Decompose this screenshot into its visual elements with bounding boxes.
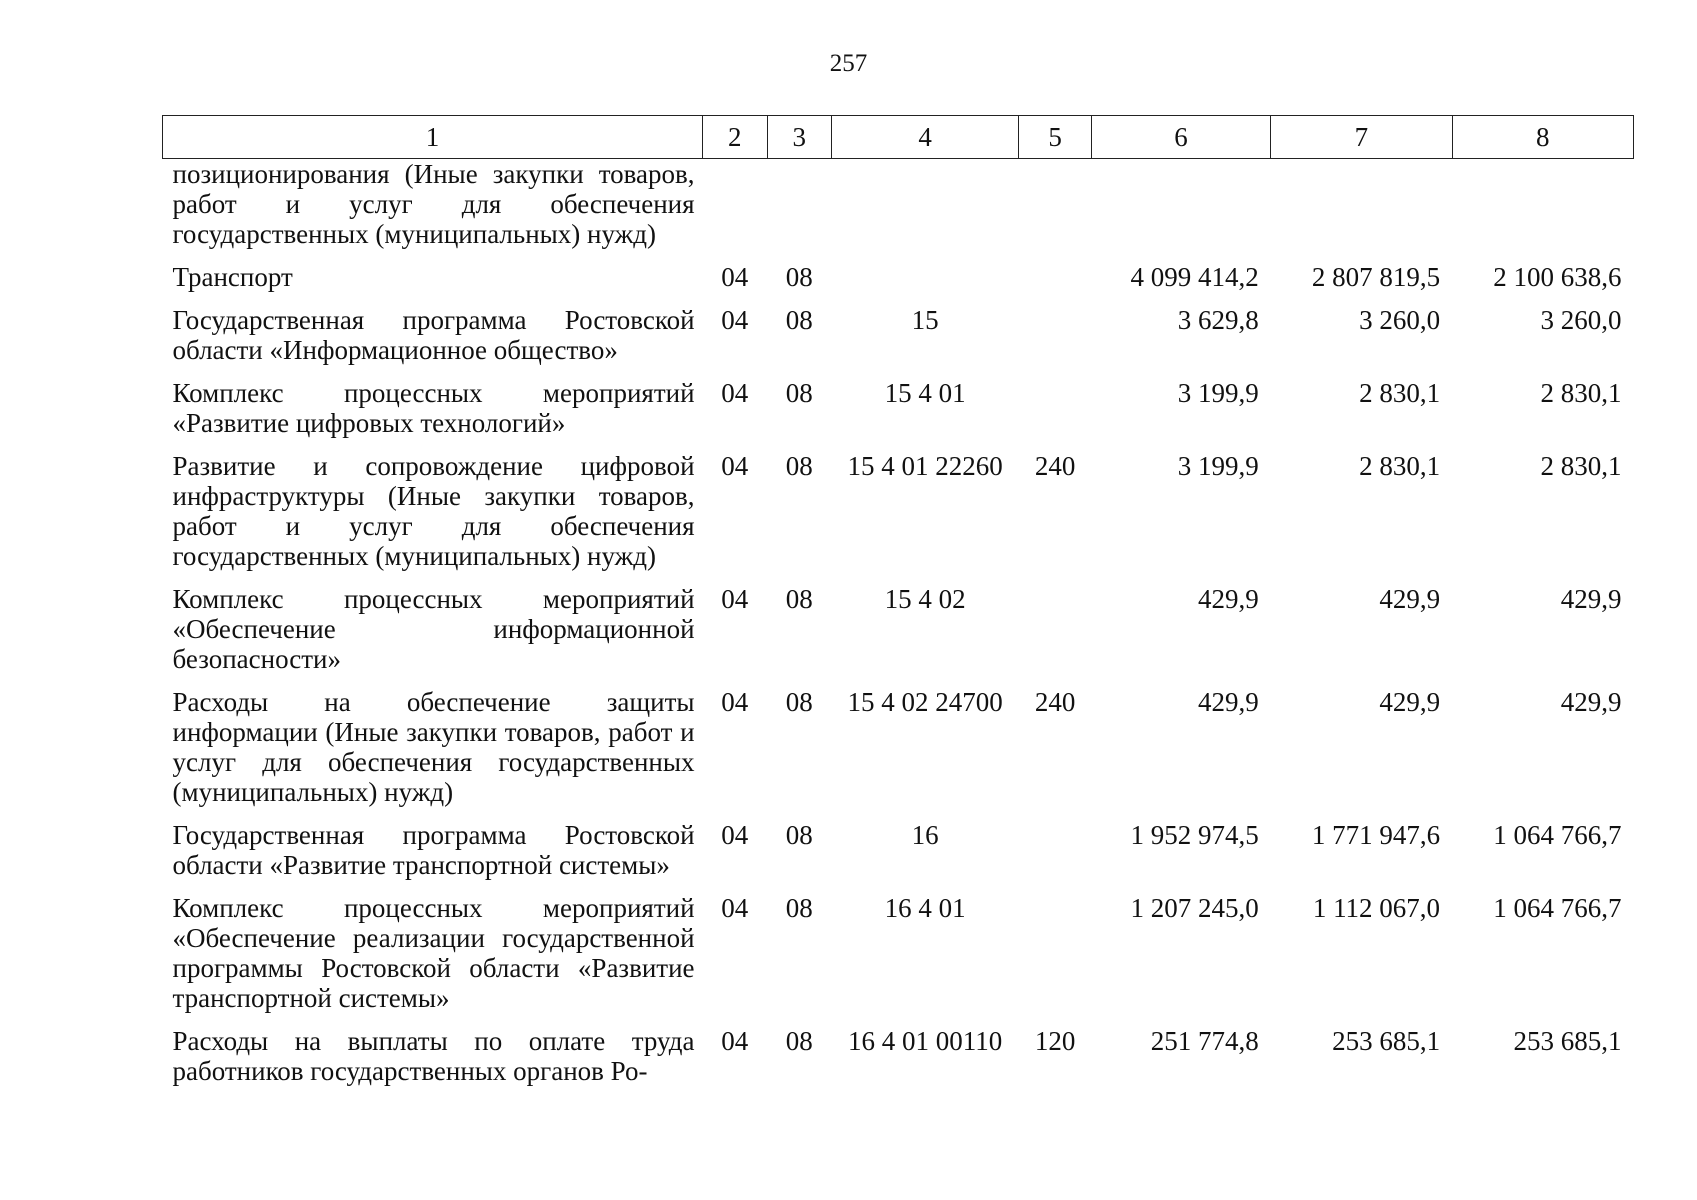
row-amount-7: 429,9	[1379, 687, 1441, 717]
row-target-code	[831, 258, 1018, 301]
row-amount-6: 3 199,9	[1177, 451, 1259, 481]
row-name: Транспорт	[172, 262, 293, 292]
row-amount-6: 1 952 974,5	[1130, 820, 1259, 850]
row-target-code: 15 4 01 22260	[847, 451, 1003, 481]
row-target-code: 15	[911, 305, 939, 335]
row-amount-7: 1 112 067,0	[1312, 893, 1441, 923]
row-expense-type	[1019, 580, 1092, 683]
row-target-code: 15 4 02	[884, 584, 966, 614]
row-amount-7	[1271, 159, 1452, 259]
row-expense-type	[1019, 816, 1092, 889]
table-row	[163, 374, 1634, 447]
row-section: 04	[721, 1026, 749, 1056]
row-target-code: 16 4 01 00110	[848, 1026, 1003, 1056]
row-target-code	[831, 159, 1018, 259]
row-amount-7: 253 685,1	[1332, 1026, 1441, 1056]
header-cell: 6	[1091, 116, 1270, 159]
row-section: 04	[721, 820, 749, 850]
row-amount-7: 3 260,0	[1359, 305, 1441, 335]
row-expense-type	[1019, 301, 1092, 374]
row-amount-6: 3 199,9	[1177, 378, 1259, 408]
row-amount-8: 1 064 766,7	[1493, 893, 1622, 923]
row-amount-6: 251 774,8	[1150, 1026, 1259, 1056]
row-target-code: 16 4 01	[884, 893, 966, 923]
row-expense-type	[1019, 258, 1092, 301]
row-section: 04	[721, 262, 749, 292]
row-name: Комплекс процессных мероприятий «Развитие цифровых технологий»	[172, 378, 695, 438]
row-amount-8: 1 064 766,7	[1493, 820, 1622, 850]
row-subsection: 08	[785, 584, 813, 614]
table-row	[163, 447, 1634, 580]
row-amount-8: 429,9	[1560, 584, 1622, 614]
row-name: Расходы на обеспечение защиты информации (Иные закупки товаров, работ и услуг для обеспечения государственных (муниципальных) нужд)	[172, 687, 695, 807]
row-amount-8: 2 830,1	[1540, 451, 1622, 481]
row-expense-type: 240	[1034, 451, 1076, 481]
row-name: Государственная программа Ростовской области «Развитие транспортной системы»	[172, 820, 695, 880]
header-cell: 4	[831, 116, 1018, 159]
row-name: Комплекс процессных мероприятий «Обеспечение информационной безопасности»	[172, 584, 695, 674]
row-subsection	[767, 159, 831, 259]
row-expense-type	[1019, 374, 1092, 447]
row-amount-6: 429,9	[1197, 687, 1259, 717]
row-expense-type: 240	[1034, 687, 1076, 717]
budget-table	[162, 115, 1634, 1095]
row-name: Расходы на выплаты по оплате труда работников государственных органов Ро-	[172, 1026, 695, 1086]
row-amount-8: 2 830,1	[1540, 378, 1622, 408]
row-amount-6	[1091, 159, 1270, 259]
table-row	[163, 159, 1634, 259]
table-row	[163, 816, 1634, 889]
row-subsection: 08	[785, 687, 813, 717]
row-amount-8: 2 100 638,6	[1493, 262, 1622, 292]
header-cell: 5	[1019, 116, 1092, 159]
row-amount-7: 2 807 819,5	[1311, 262, 1441, 292]
table-row	[163, 580, 1634, 683]
row-name: позиционирования (Иные закупки товаров, работ и услуг для обеспечения государственных (муниципальных) нужд)	[172, 159, 695, 249]
header-cell: 2	[703, 116, 767, 159]
row-section	[703, 159, 767, 259]
row-name: Комплекс процессных мероприятий «Обеспечение реализации государственной программы Ростовской области «Развитие транспортной системы»	[172, 893, 695, 1013]
row-section: 04	[721, 378, 749, 408]
table-row	[163, 683, 1634, 816]
row-target-code: 15 4 02 24700	[847, 687, 1003, 717]
row-expense-type: 120	[1034, 1026, 1076, 1056]
row-section: 04	[721, 451, 749, 481]
row-amount-6: 3 629,8	[1177, 305, 1259, 335]
table-row	[163, 301, 1634, 374]
row-subsection: 08	[785, 305, 813, 335]
row-subsection: 08	[785, 262, 813, 292]
row-subsection: 08	[785, 820, 813, 850]
header-cell: 1	[163, 116, 703, 159]
page-number: 257	[829, 50, 868, 77]
row-amount-8: 3 260,0	[1540, 305, 1622, 335]
row-amount-7: 2 830,1	[1359, 378, 1441, 408]
table-row	[163, 889, 1634, 1022]
table-row	[163, 1022, 1634, 1095]
row-amount-7: 2 830,1	[1359, 451, 1441, 481]
row-subsection: 08	[785, 1026, 813, 1056]
row-amount-6: 4 099 414,2	[1130, 262, 1259, 292]
row-amount-6: 429,9	[1197, 584, 1259, 614]
row-subsection: 08	[785, 378, 813, 408]
row-target-code: 16	[911, 820, 939, 850]
row-amount-7: 1 771 947,6	[1311, 820, 1441, 850]
header-row	[163, 116, 1634, 159]
row-name: Государственная программа Ростовской области «Информационное общество»	[172, 305, 695, 365]
header-cell: 7	[1271, 116, 1452, 159]
row-section: 04	[721, 893, 749, 923]
row-amount-8	[1452, 159, 1633, 259]
row-name: Развитие и сопровождение цифровой инфраструктуры (Иные закупки товаров, работ и услуг для обеспечения государственных (муниципальных) нужд)	[172, 451, 695, 571]
table-row	[163, 258, 1634, 301]
row-section: 04	[721, 687, 749, 717]
row-section: 04	[721, 584, 749, 614]
row-section: 04	[721, 305, 749, 335]
row-expense-type	[1019, 159, 1092, 259]
row-subsection: 08	[785, 451, 813, 481]
row-amount-8: 429,9	[1560, 687, 1622, 717]
row-amount-6: 1 207 245,0	[1130, 893, 1259, 923]
row-expense-type	[1019, 889, 1092, 1022]
header-cell: 3	[767, 116, 831, 159]
row-subsection: 08	[785, 893, 813, 923]
row-target-code: 15 4 01	[884, 378, 966, 408]
row-amount-8: 253 685,1	[1513, 1026, 1622, 1056]
row-amount-7: 429,9	[1379, 584, 1441, 614]
header-cell: 8	[1452, 116, 1633, 159]
